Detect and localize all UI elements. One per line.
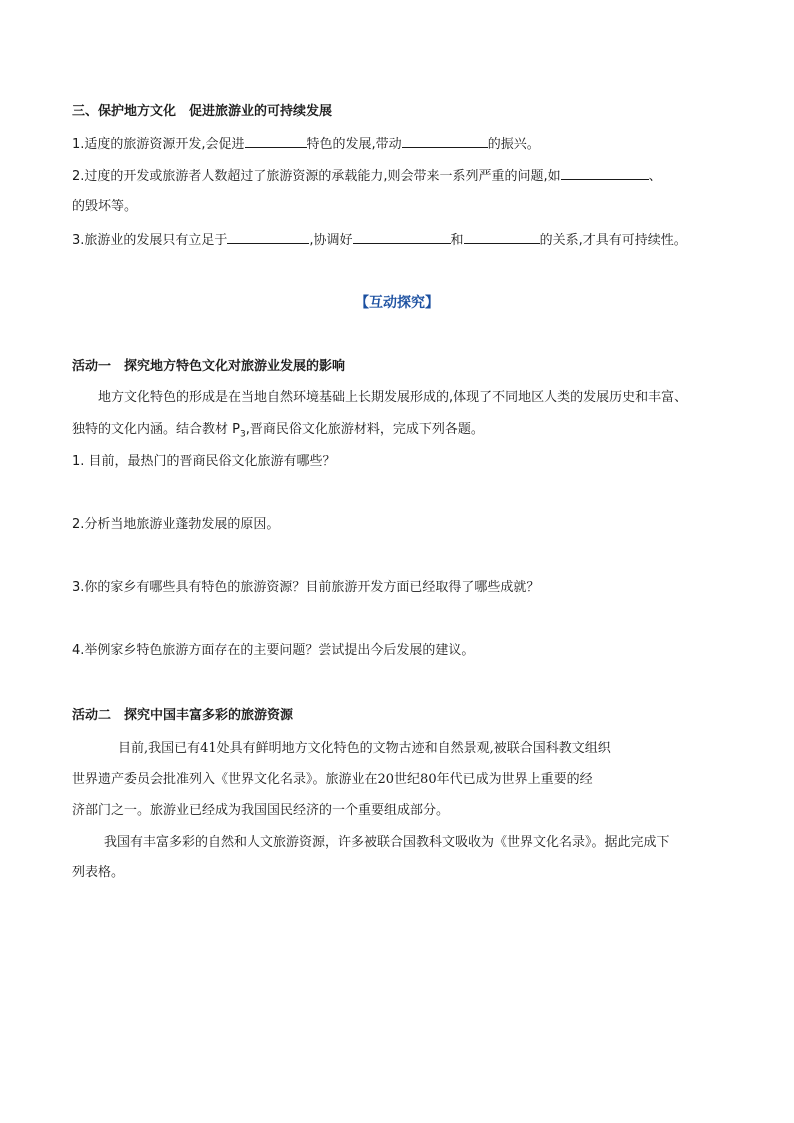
activity2-heading: 活动二 探究中国丰富多彩的旅游资源 bbox=[72, 708, 294, 723]
activity2-para2-line2: 列表格。 bbox=[72, 865, 125, 880]
section3-question-3 bbox=[72, 230, 687, 250]
activity1-question-2: 2.分析当地旅游业蓬勃发展的原因。 bbox=[72, 517, 280, 532]
activity2-para1-line2: 世界遗产委员会批准列入《世界文化名录》。旅游业在20世纪80年代已成为世界上重要的经 bbox=[72, 772, 593, 787]
q1-text-b: 特色的发展,带动 bbox=[306, 137, 402, 152]
activity1-heading: 活动一 探究地方特色文化对旅游业发展的影响 bbox=[72, 359, 346, 374]
q2-text-b: 、 bbox=[648, 169, 662, 184]
q1-blank-2[interactable] bbox=[402, 134, 488, 148]
para2-subscript: 3 bbox=[239, 429, 246, 440]
q3-text-c: 和 bbox=[450, 233, 464, 248]
q2-blank-1[interactable] bbox=[561, 166, 649, 180]
section3-question-1 bbox=[72, 134, 540, 154]
q3-blank-3[interactable] bbox=[464, 230, 540, 244]
q1-blank-1[interactable] bbox=[245, 134, 307, 148]
section3-question-2 bbox=[72, 166, 662, 186]
q3-blank-1[interactable] bbox=[227, 230, 309, 244]
para2-text-b: ,晋商民俗文化旅游材料，完成下列各题。 bbox=[245, 422, 484, 437]
q1-text-c: 的振兴。 bbox=[487, 137, 540, 152]
activity1-para-line1: 地方文化特色的形成是在当地自然环境基础上长期发展形成的,体现了不同地区人类的发展历史和丰富、 bbox=[98, 390, 688, 405]
q2-text-a: 2.过度的开发或旅游者人数超过了旅游资源的承载能力,则会带来一系列严重的问题,如 bbox=[72, 169, 561, 184]
q3-text-b: ,协调好 bbox=[309, 233, 353, 248]
section3-heading: 三、保护地方文化 促进旅游业的可持续发展 bbox=[72, 104, 333, 119]
interactive-title: 【互动探究】 bbox=[355, 295, 439, 311]
activity1-para-line2 bbox=[72, 421, 484, 444]
q1-text-a: 1.适度的旅游资源开发,会促进 bbox=[72, 137, 245, 152]
q3-text-d: 的关系,才具有可持续性。 bbox=[539, 233, 687, 248]
activity1-question-1: 1. 目前，最热门的晋商民俗文化旅游有哪些？ bbox=[72, 454, 336, 469]
q3-text-a: 3.旅游业的发展只有立足于 bbox=[72, 233, 228, 248]
activity2-para1-line3: 济部门之一。旅游业已经成为我国国民经济的一个重要组成部分。 bbox=[72, 803, 450, 818]
activity1-question-4: 4.举例家乡特色旅游方面存在的主要问题？尝试提出今后发展的建议。 bbox=[72, 643, 475, 658]
para2-text-a: 独特的文化内涵。结合教材 P bbox=[72, 422, 240, 437]
activity2-para1-line1: 目前,我国已有41处具有鲜明地方文化特色的文物古迹和自然景观,被联合国科教文组织 bbox=[118, 741, 611, 756]
section3-question-2-cont: 的毁坏等。 bbox=[72, 199, 138, 214]
q3-blank-2[interactable] bbox=[353, 230, 451, 244]
activity1-question-3: 3.你的家乡有哪些具有特色的旅游资源？目前旅游开发方面已经取得了哪些成就？ bbox=[72, 580, 540, 595]
activity2-para2-line1: 我国有丰富多彩的自然和人文旅游资源，许多被联合国教科文吸收为《世界文化名录》。据此完成下 bbox=[104, 835, 670, 850]
